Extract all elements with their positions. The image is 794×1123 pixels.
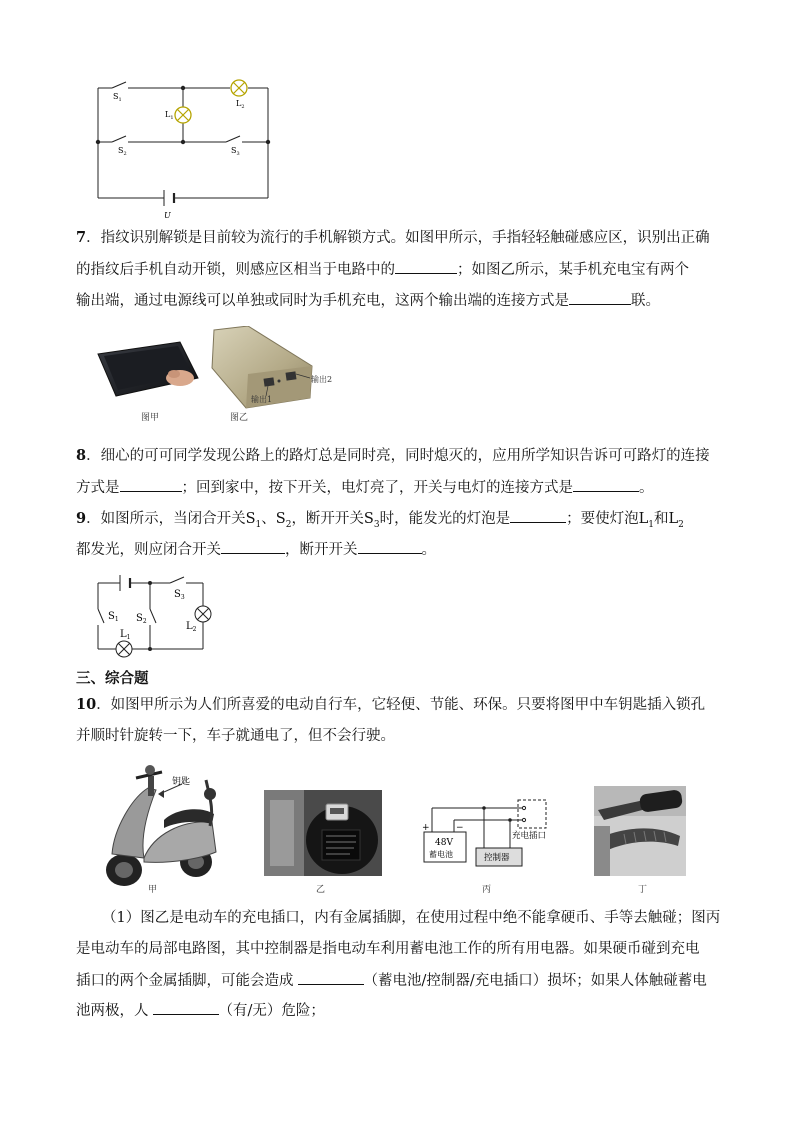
brake-handle-image <box>594 786 686 876</box>
svg-text:+: + <box>422 823 430 833</box>
switch-s1-blade <box>112 82 126 88</box>
q7-line1: 7．指纹识别解锁是目前较为流行的手机解锁方式。如图甲所示，手指轻轻触碰感应区，识别出正确 <box>76 229 710 246</box>
q10-blank-1[interactable] <box>298 970 364 985</box>
svg-text:48V: 48V <box>435 838 453 848</box>
switch-s2-blade <box>150 609 156 623</box>
label-output-1: 输出1 <box>251 395 273 404</box>
caption-ding: 丁 <box>638 885 648 895</box>
scooter-image <box>92 758 224 890</box>
svg-text:−: − <box>456 823 464 833</box>
phone-fingerprint-image <box>94 334 202 404</box>
q10-p1-line4: 池两极，人 （有/无）危险； <box>76 1000 325 1021</box>
lamp-l2-icon <box>195 606 211 622</box>
svg-text:S1: $S_1$ <box>108 611 119 623</box>
label-key: 钥匙 <box>172 777 191 787</box>
q7-blank-1[interactable] <box>395 259 457 274</box>
svg-text:S3: $S_3$ <box>174 589 185 601</box>
svg-text:U: U <box>164 211 171 220</box>
section-title: 三、综合题 <box>76 670 149 687</box>
svg-text:S2: $S_2$ <box>136 613 147 625</box>
svg-text:L2: $L_2$ <box>236 99 245 110</box>
svg-text:L2: $L_2$ <box>186 621 197 633</box>
caption-bing: 丙 <box>482 885 492 895</box>
svg-text:L1: $L_1$ <box>120 629 131 641</box>
lamp-l1-icon <box>116 641 132 657</box>
q9-line1: 9．如图所示，当闭合开关$S_1$、$S_2$，断开开关$S_3$时，能发光的灯泡是 ；要使灯泡$L_1$和$L_2$ <box>76 510 684 530</box>
switch-s3-blade <box>170 577 184 583</box>
svg-text:S1: $S_1$ <box>113 92 122 103</box>
q9-blank-3[interactable] <box>358 539 422 554</box>
q10-blank-2[interactable] <box>153 1000 219 1015</box>
q8-line1: 8．细心的可可同学发现公路上的路灯总是同时亮，同时熄灭的，应用所学知识告诉可可路灯的连接 <box>76 447 710 464</box>
svg-text:L1: $L_1$ <box>165 110 174 121</box>
q9-blank-1[interactable] <box>510 508 566 523</box>
q8-line2: 方式是 ；回到家中，按下开关，电灯亮了，开关与电灯的连接方式是 。 <box>76 477 654 498</box>
caption-yi: 图乙 <box>230 413 249 423</box>
q10-p1-line2: 是电动车的局部电路图，其中控制器是指电动车利用蓄电池工作的所有用电器。如果硬币碰到充电 <box>76 941 700 957</box>
q9-blank-2[interactable] <box>221 539 285 554</box>
svg-text:控制器: 控制器 <box>484 853 510 863</box>
label-output-2: 输出2 <box>311 375 333 384</box>
caption-jia: 图甲 <box>141 413 160 423</box>
svg-text:S2: $S_2$ <box>118 146 127 157</box>
q9-line2: 都发光，则应闭合开关 ，断开开关 。 <box>76 539 436 560</box>
q10-p1-line3: 插口的两个金属插脚，可能会造成 （蓄电池/控制器/充电插口）损坏；如果人体触碰蓄电 <box>76 970 707 991</box>
svg-text:S3: $S_3$ <box>231 146 240 157</box>
svg-text:蓄电池: 蓄电池 <box>429 850 453 859</box>
switch-s2-blade <box>112 136 126 142</box>
q7-blank-2[interactable] <box>569 290 631 305</box>
q8-blank-2[interactable] <box>573 477 639 492</box>
battery-icon <box>164 190 174 206</box>
q10-p1-line1: （1）图乙是电动车的充电插口，内有金属插脚，在使用过程中绝不能拿硬币、手等去触碰；图丙 <box>102 910 721 926</box>
caption-yi-2: 乙 <box>316 885 326 895</box>
bike-circuit-diagram <box>414 798 564 878</box>
q7-line2: 的指纹后手机自动开锁，则感应区相当于电路中的 ；如图乙所示，某手机充电宝有两个 <box>76 259 689 280</box>
caption-jia-2: 甲 <box>148 885 158 895</box>
lamp-l2-icon <box>231 80 247 96</box>
q9-circuit-diagram <box>90 573 220 663</box>
power-bank-image <box>208 326 338 410</box>
charging-port-image <box>264 790 382 876</box>
lamp-l1-icon <box>175 107 191 123</box>
q10-line1: 10．如图甲所示为人们所喜爱的电动自行车，它轻便、节能、环保。只要将图甲中车钥匙插入锁孔 <box>76 696 706 713</box>
switch-s1-blade <box>98 609 104 623</box>
socket-box <box>518 800 546 828</box>
q8-blank-1[interactable] <box>120 477 182 492</box>
battery-icon <box>120 575 130 591</box>
svg-text:充电插口: 充电插口 <box>512 831 547 841</box>
q7-line3: 输出端，通过电源线可以单独或同时为手机充电，这两个输出端的连接方式是 联。 <box>76 290 660 311</box>
top-circuit-diagram <box>90 76 280 221</box>
switch-s3-blade <box>226 136 240 142</box>
q10-line2: 并顺时针旋转一下，车子就通电了，但不会行驶。 <box>76 728 395 744</box>
